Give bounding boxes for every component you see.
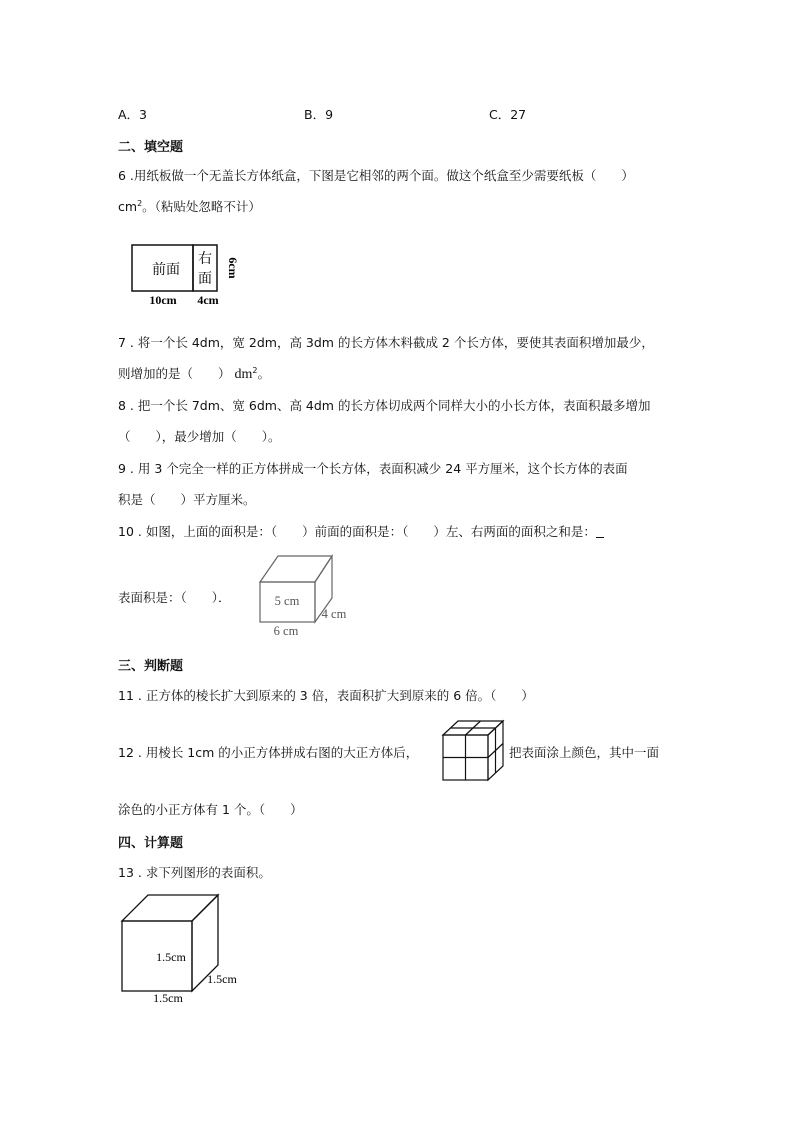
q7-end: 。 bbox=[257, 366, 270, 381]
q7-unit: dm bbox=[234, 367, 253, 382]
q6-right-label-bottom: 面 bbox=[198, 272, 212, 287]
q6-width-label: 4cm bbox=[197, 293, 219, 307]
q7-line1: 7 . 将一个长 4dm，宽 2dm，高 3dm 的长方体木料截成 2 个长方体，要使其表面积增加最少， bbox=[118, 335, 654, 350]
q10-length-label: 6 cm bbox=[273, 624, 299, 638]
q7-unit-sup: 2 bbox=[252, 365, 258, 375]
q13-front-label: 1.5cm bbox=[156, 950, 186, 964]
option-b: B．9 bbox=[304, 107, 334, 122]
q11-text: 11 . 正方体的棱长扩大到原来的 3 倍，表面积扩大到原来的 6 倍。（ ） bbox=[118, 688, 534, 703]
q6-line2 bbox=[118, 197, 261, 215]
q12-part2: 把表面涂上颜色，其中一面 bbox=[509, 745, 660, 760]
q6-unit-sup: 2 bbox=[137, 198, 143, 208]
q10-width-label: 4 cm bbox=[321, 607, 347, 621]
q9-line2: 积是（ ）平方厘米。 bbox=[118, 492, 256, 507]
q6-note: 。（粘贴处忽略不计） bbox=[142, 199, 261, 214]
q12-part1: 12 . 用棱长 1cm 的小正方体拼成右图的大正方体后， bbox=[118, 745, 419, 760]
option-a: A．3 bbox=[118, 107, 148, 122]
q13-text: 13 . 求下列图形的表面积。 bbox=[118, 865, 271, 880]
section-calc-title: 四、计算题 bbox=[118, 836, 184, 851]
q10-line2: 表面积是：（ ）． bbox=[118, 590, 231, 605]
q10-cuboid-figure bbox=[252, 548, 362, 640]
q10-line1 bbox=[118, 522, 604, 540]
q13-cube-figure bbox=[115, 890, 245, 1008]
q10-text: 10 . 如图，上面的面积是：（ ）前面的面积是：（ ）左、右两面的面积之和是： bbox=[118, 524, 596, 539]
q7-text: 则增加的是（ ） bbox=[118, 366, 231, 381]
q6-length-label: 10cm bbox=[149, 293, 177, 307]
q6-unit: cm bbox=[118, 199, 138, 214]
q13-side-label: 1.5cm bbox=[207, 972, 237, 986]
q13-top-face bbox=[122, 895, 218, 921]
q6-figure bbox=[125, 240, 245, 310]
q10-height-label: 5 cm bbox=[274, 594, 300, 608]
q6-right-label-top: 右 bbox=[198, 252, 212, 267]
q8-line1: 8 . 把一个长 7dm、宽 6dm、高 4dm 的长方体切成两个同样大小的小长方体，表面积最多增加 bbox=[118, 398, 651, 413]
option-c: C．27 bbox=[489, 107, 527, 122]
q10-top-face bbox=[260, 556, 332, 582]
q6-line1: 6 .用纸板做一个无盖长方体纸盒，下图是它相邻的两个面。做这个纸盒至少需要纸板（ ） bbox=[118, 168, 634, 183]
q6-height-label: 6cm bbox=[226, 257, 240, 279]
q12-cube-figure bbox=[440, 718, 508, 784]
q12-line2: 涂色的小正方体有 1 个。（ ） bbox=[118, 802, 303, 817]
section-fill-in-title: 二、填空题 bbox=[118, 140, 184, 155]
q7-line2 bbox=[118, 364, 270, 383]
q6-front-label: 前面 bbox=[152, 263, 180, 278]
q13-bottom-label: 1.5cm bbox=[153, 991, 183, 1005]
q9-line1: 9 . 用 3 个完全一样的正方体拼成一个长方体，表面积减少 24 平方厘米，这个长方体的表面 bbox=[118, 461, 628, 476]
section-judge-title: 三、判断题 bbox=[118, 659, 184, 674]
q8-line2: （ ），最少增加（ ）。 bbox=[118, 429, 281, 444]
q10-answer-blank bbox=[596, 525, 604, 538]
